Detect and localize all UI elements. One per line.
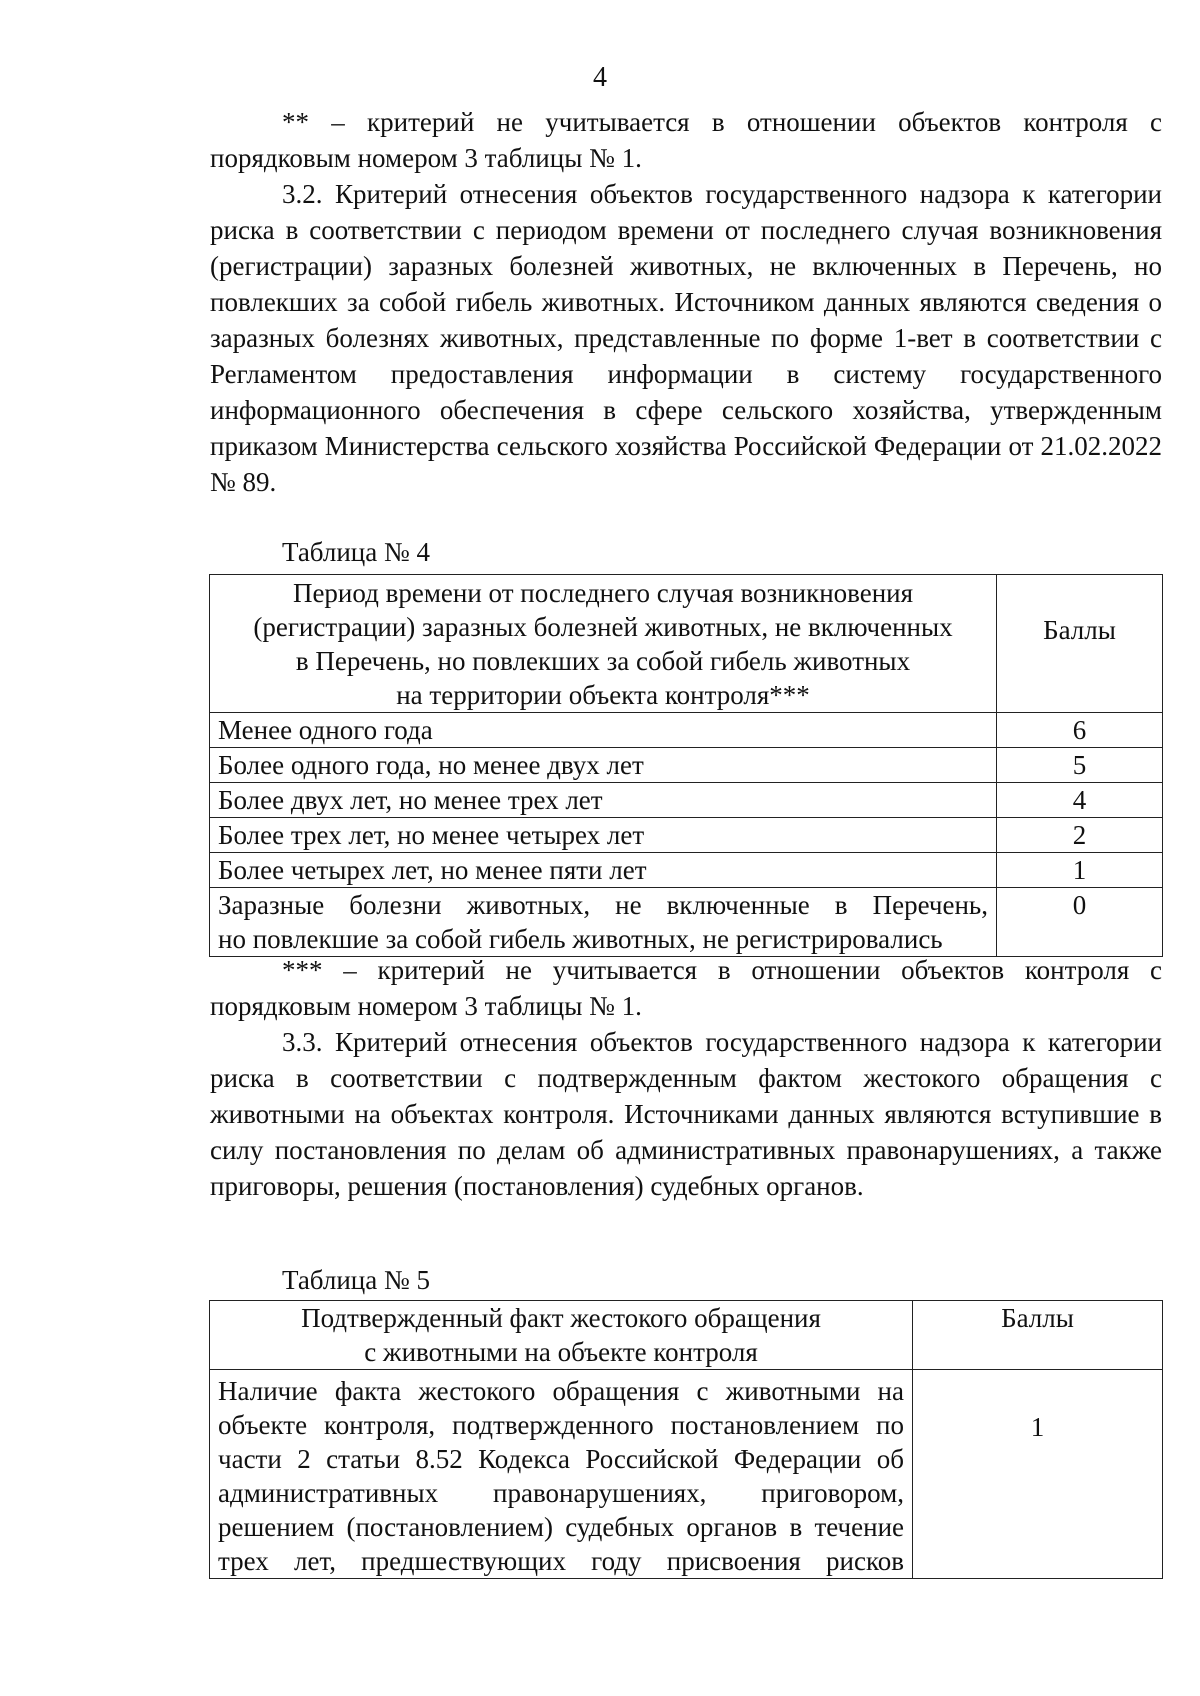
table-5-header-fact (210, 1301, 913, 1370)
footnote-double-asterisk: ** – критерий не учитывается в отношении объектов контроля с порядковым номером 3 таблицы № 1. (210, 107, 1162, 173)
table-4-header-period (210, 575, 997, 713)
points-cell: 6 (997, 713, 1163, 748)
table-row (210, 853, 1163, 888)
period-cell: Более четырех лет, но менее пяти лет (210, 853, 997, 888)
header-line: Подтвержденный факт жестокого обращения (301, 1303, 821, 1333)
table-row (210, 888, 1163, 957)
table-5 (209, 1300, 1163, 1579)
period-line: но повлекшие за собой гибель животных, не регистрировались (218, 924, 943, 954)
table-row (210, 1370, 1163, 1579)
period-cell: Более двух лет, но менее трех лет (210, 783, 997, 818)
period-cell: Менее одного года (210, 713, 997, 748)
table-4-caption: Таблица № 4 (282, 537, 430, 567)
table-5-caption: Таблица № 5 (282, 1265, 430, 1295)
header-line: с животными на объекте контроля (364, 1337, 758, 1367)
table-5-header-row (210, 1301, 1163, 1370)
points-cell: 0 (997, 888, 1163, 957)
section-3-2-paragraph: 3.2. Критерий отнесения объектов государственного надзора к категории риска в соответствии с периодом времени от последнего случая возникновения (регистрации) заразных болезней животных, не включенных в Перечень, но повлекших за собой гибель животных. Источником данных являются сведения о заразных болезнях животных, представленные по форме 1-вет в соответствии с Регламентом предоставления информации в систему государственного информационного обеспечения в сфере сельского хозяйства, утвержденным приказом Министерства сельского хозяйства Российской Федерации от 21.02.2022 № 89. (210, 179, 1162, 497)
points-cell: 4 (997, 783, 1163, 818)
table-row (210, 748, 1163, 783)
table-4 (209, 574, 1163, 957)
section-3-3-paragraph: 3.3. Критерий отнесения объектов государственного надзора к категории риска в соответствии с подтвержденным фактом жестокого обращения с животными на объектах контроля. Источниками данных являются вступившие в силу постановления по делам об административных правонарушениях, а также приговоры, решения (постановления) судебных органов. (210, 1027, 1162, 1201)
table-4-header-row (210, 575, 1163, 713)
table-4-header-points: Баллы (997, 575, 1163, 713)
points-cell: 1 (997, 853, 1163, 888)
header-line: Период времени от последнего случая возникновения (292, 578, 914, 608)
period-cell: Более одного года, но менее двух лет (210, 748, 997, 783)
period-cell (210, 888, 997, 957)
table-5-header-points: Баллы (913, 1301, 1163, 1370)
footnote-triple-asterisk: *** – критерий не учитывается в отношении объектов контроля с порядковым номером 3 таблицы № 1. (210, 955, 1162, 1021)
points-cell: 2 (997, 818, 1163, 853)
header-line: (регистрации) заразных болезней животных, не включенных (253, 612, 953, 642)
fact-description-cell: Наличие факта жестокого обращения с животными на объекте контроля, подтвержденного постановлением по части 2 статьи 8.52 Кодекса Российской Федерации об административных правонарушениях, приговором, решением (постановлением) судебных органов в течение трех лет, предшествующих году присвоения рисков (210, 1370, 913, 1579)
table-row (210, 783, 1163, 818)
header-line: на территории объекта контроля*** (396, 680, 810, 710)
table-row (210, 713, 1163, 748)
table-row (210, 818, 1163, 853)
period-line: Заразные болезни животных, не включенные в Перечень, (218, 890, 988, 920)
points-cell: 1 (913, 1370, 1163, 1579)
page-number: 4 (593, 62, 607, 93)
points-cell: 5 (997, 748, 1163, 783)
period-cell: Более трех лет, но менее четырех лет (210, 818, 997, 853)
header-line: в Перечень, но повлекших за собой гибель животных (295, 646, 911, 676)
